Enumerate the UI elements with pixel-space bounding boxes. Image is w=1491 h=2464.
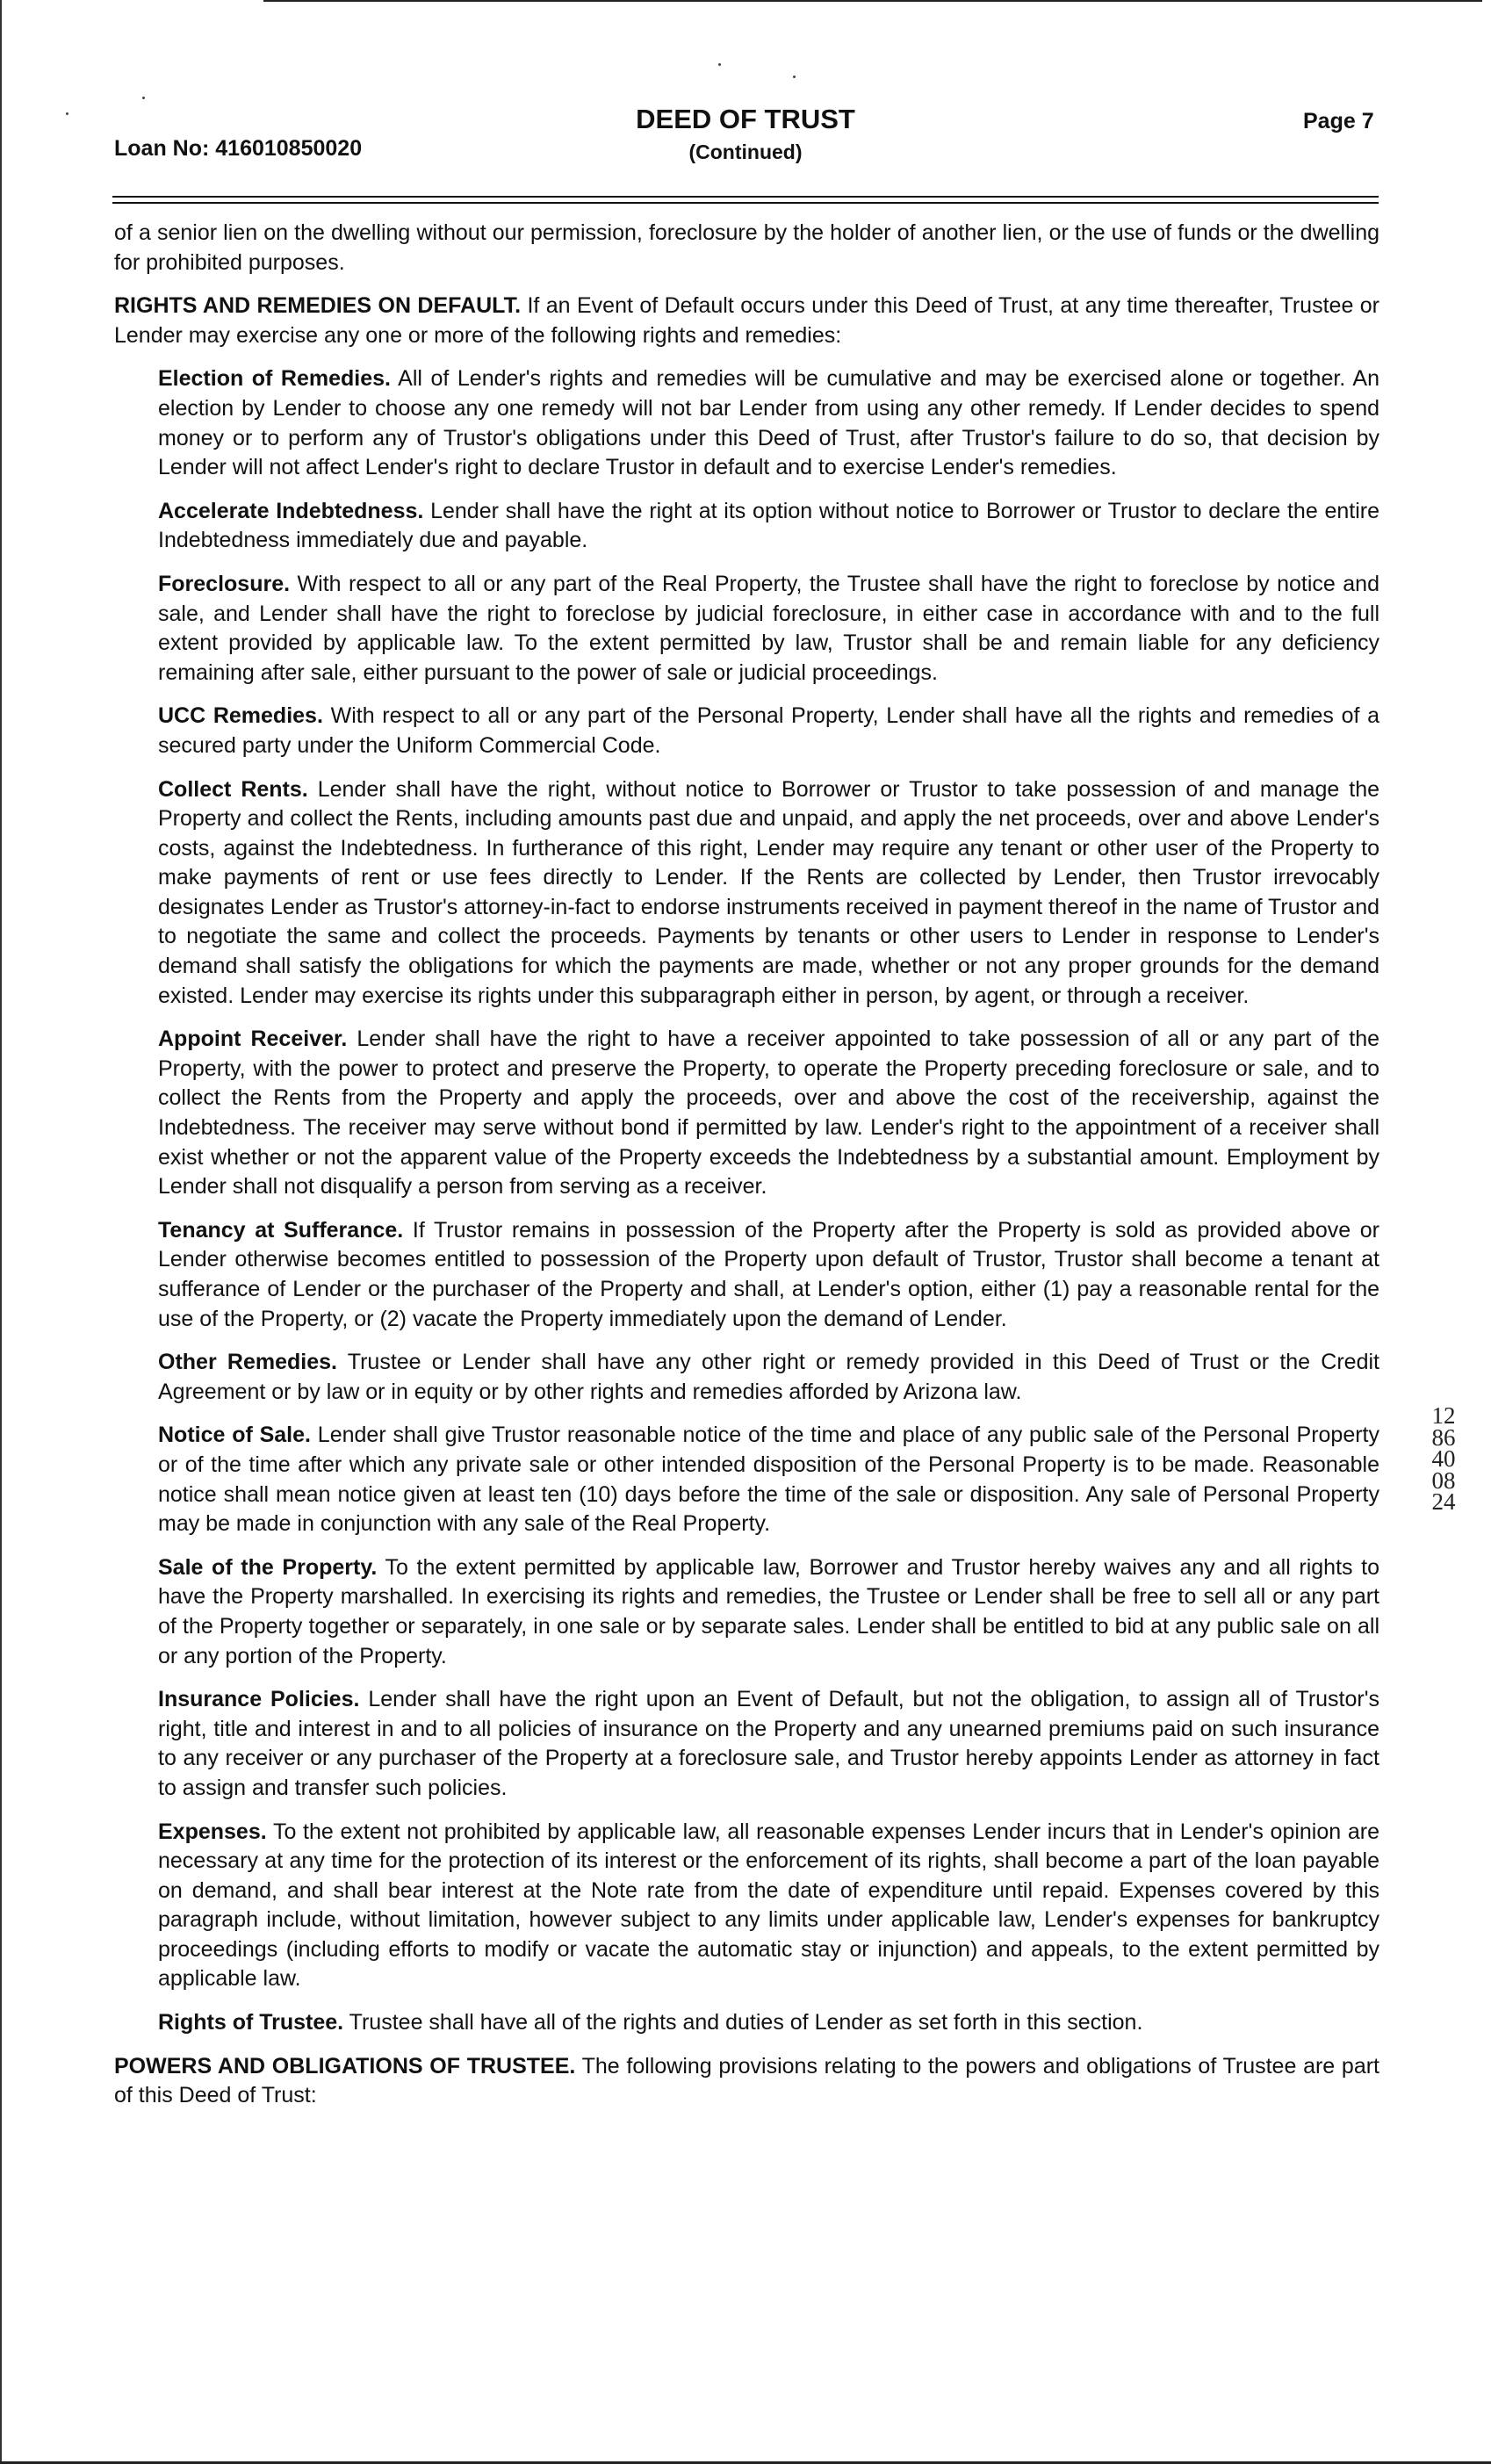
paragraph-text: Lender shall give Trustor reasonable notice of the time and place of any public sale of the Personal Property or of the time after which any private sale or other intended disposition of the Personal Property is to be made. Reasonable notice shall mean notice given at least ten (10) days before the time of the sale or disposition. Any sale of Personal Property may be made in conjunction with any sale of the Real Property. [158,1423,1380,1537]
paragraph-heading: Rights of Trustee. [158,2010,344,2035]
paragraph-heading: UCC Remedies. [158,703,323,729]
scan-speck [142,97,145,99]
paragraph-rights-of-trustee [158,2008,1379,2038]
paragraph-election-of-remedies [158,364,1379,482]
document-subtitle: (Continued) [688,140,803,163]
section-text: If an Event of Default occurs under this Deed of Trust, at any time thereafter, Trustee or Lender may exercise any one or more of the following rights and remedies: [114,293,1379,348]
paragraph-heading: Expenses. [158,1819,267,1844]
document-title: DEED OF TRUST [636,104,855,134]
header-rule-top [112,196,1379,198]
paragraph-accelerate-indebtedness [158,497,1379,556]
paragraph-text: All of Lender's rights and remedies will be cumulative and may be exercised alone or together. An election by Lender to choose any one remedy will not bar Lender from using any other remedy. If Lender decides to spend money or to perform any of Trustor's obligations under this Deed of Trust, after Trustor's failure to do so, that decision by Lender will not affect Lender's right to declare Trustor in default and to exercise Lender's remedies. [158,366,1379,480]
paragraph-ucc-remedies [158,702,1379,760]
paragraph-text: To the extent not prohibited by applicable law, all reasonable expenses Lender incurs that in Lender's opinion are necessary at any time for the protection of its interest or the enforcement of its rights, shall become a part of the loan payable on demand, and shall bear interest at the Note rate from the date of expenditure until repaid. Expenses covered by this paragraph include, without limitation, however subject to any limits under applicable law, Lender's expenses for bankruptcy proceedings (including efforts to modify or vacate the automatic stay or injunction) and appeals, to the extent permitted by applicable law. [158,1819,1379,1992]
paragraph-heading: Appoint Receiver. [158,1027,348,1052]
paragraph-tenancy-at-sufferance [158,1216,1379,1334]
paragraph-sale-of-the-property [158,1553,1379,1671]
paragraph-heading: Notice of Sale. [158,1423,311,1448]
header-rule-bottom [112,202,1379,204]
paragraph-insurance-policies [158,1685,1379,1803]
paragraph-text: Lender shall have the right upon an Event of Default, but not the obligation, to assign all of Trustor's right, title and interest in and to all policies of insurance on the Property and any unearned premiums paid on such insurance to any receiver or any purchaser of the Property at a foreclosure sale, and Trustor hereby appoints Lender as attorney in fact to assign and transfer such policies. [158,1687,1379,1800]
section-powers-and-obligations [114,2052,1379,2111]
recording-number: 1286400824 [1431,1402,1456,1515]
paragraph-text: Lender shall have the right, without notice to Borrower or Trustor to take possession of and manage the Property and collect the Rents, including amounts past due and unpaid, and apply the net proceeds, over and above Lender's costs, against the Indebtedness. In furtherance of this right, Lender may require any tenant or other user of the Property to make payments of rent or use fees directly to Lender. If the Rents are collected by Lender, then Trustor irrevocably designates Lender as Trustor's attorney-in-fact to endorse instruments received in payment thereof in the name of Trustor and to negotiate the same and collect the proceeds. Payments by tenants or other users to Lender in response to Lender's demand shall satisfy the obligations for which the payments are made, whether or not any proper grounds for the demand existed. Lender may exercise its rights under this subparagraph either in person, by agent, or through a receiver. [158,776,1379,1008]
paragraph-text: To the extent permitted by applicable law, Borrower and Trustor hereby waives any and all rights to have the Property marshalled. In exercising its rights and remedies, the Trustee or Lender shall be free to sell all or any part of the Property together or separately, in one sale or by separate sales. Lender shall be entitled to bid at any public sale on all or any portion of the Property. [158,1554,1379,1668]
paragraph-appoint-receiver [158,1025,1379,1202]
paragraph-heading: Election of Remedies. [158,366,391,392]
continued-text: of a senior lien on the dwelling without our permission, foreclosure by the holder of another lien, or the use of funds or the dwelling for prohibited purposes. [114,220,1379,275]
scan-left-edge [0,0,2,2464]
paragraph-text: Trustee or Lender shall have any other right or remedy provided in this Deed of Trust or the Credit Agreement or by law or in equity or by other rights and remedies afforded by Arizona law. [158,1350,1379,1404]
paragraph-text: Trustee shall have all of the rights and duties of Lender as set forth in this section. [349,2010,1143,2035]
page-number: Page 7 [1303,109,1374,133]
paragraph-heading: Accelerate Indebtedness. [158,498,424,523]
section-rights-and-remedies [114,292,1379,350]
scan-speck [718,63,721,66]
scan-speck [793,76,796,78]
paragraph-heading: Insurance Policies. [158,1687,360,1712]
paragraph-expenses [158,1818,1379,1995]
paragraph-heading: Foreclosure. [158,571,291,596]
paragraph-text: If Trustor remains in possession of the Property after the Property is sold as provided above or Lender otherwise becomes entitled to possession of the Property upon default of Trustor, Trustor shall become a tenant at sufferance of Lender or the purchaser of the Property and shall, at Lender's option, either (1) pay a reasonable rental for the use of the Property, or (2) vacate the Property immediately upon the demand of Lender. [158,1217,1379,1331]
loan-number: Loan No: 416010850020 [114,136,363,161]
paragraph-heading: Sale of the Property. [158,1554,378,1580]
paragraph-heading: Other Remedies. [158,1350,337,1375]
scan-top-edge [263,0,1482,2]
section-text: The following provisions relating to the powers and obligations of Trustee are part of this Deed of Trust: [114,2053,1380,2108]
document-body [114,219,1379,2125]
paragraph-collect-rents [158,775,1379,1012]
paragraph-notice-of-sale [158,1421,1379,1538]
section-heading: POWERS AND OBLIGATIONS OF TRUSTEE. [114,2053,576,2079]
paragraph-heading: Collect Rents. [158,776,308,802]
paragraph-heading: Tenancy at Sufferance. [158,1217,404,1243]
paragraph-text: With respect to all or any part of the Real Property, the Trustee shall have the right to foreclose by notice and sale, and Lender shall have the right to foreclose by judicial foreclosure, in either case in accordance with and to the full extent provided by applicable law. To the extent permitted by law, Trustor shall be and remain liable for any deficiency remaining after sale, either pursuant to the power of sale or judicial proceedings. [158,571,1379,685]
paragraph-foreclosure [158,570,1379,688]
paragraph-text: Lender shall have the right at its option without notice to Borrower or Trustor to declare the entire Indebtedness immediately due and payable. [158,498,1380,553]
paragraph-other-remedies [158,1348,1379,1407]
paragraph-text: With respect to all or any part of the Personal Property, Lender shall have all the rights and remedies of a secured party under the Uniform Commercial Code. [158,703,1380,758]
paragraph-text: Lender shall have the right to have a receiver appointed to take possession of all or any part of the Property, with the power to protect and preserve the Property, to operate the Property preceding foreclosure or sale, and to collect the Rents from the Property and apply the proceeds, over and above the cost of the receivership, against the Indebtedness. The receiver may serve without bond if permitted by law. Lender's right to the appointment of a receiver shall exist whether or not the apparent value of the Property exceeds the Indebtedness by a substantial amount. Employment by Lender shall not disqualify a person from serving as a receiver. [158,1027,1380,1200]
section-heading: RIGHTS AND REMEDIES ON DEFAULT. [114,293,522,319]
